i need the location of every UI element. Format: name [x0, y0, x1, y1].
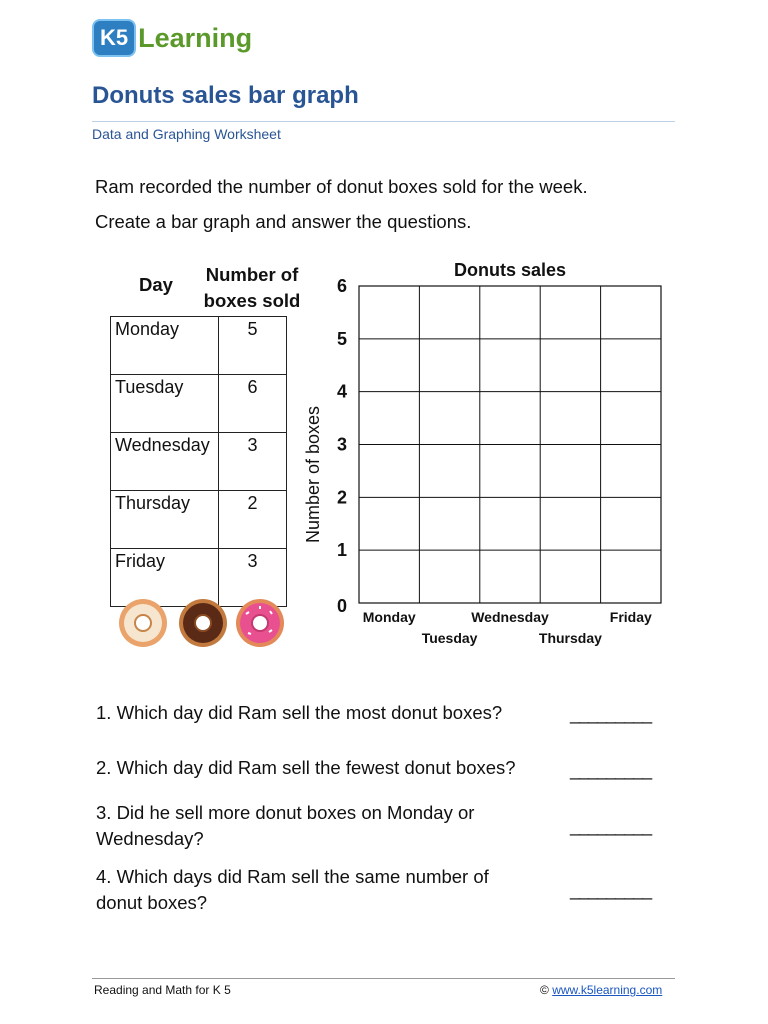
chart-x-tick-label: Friday [609, 609, 652, 625]
intro-line-1: Ram recorded the number of donut boxes sold for the week. [95, 176, 588, 197]
table-cell-value: 3 [219, 433, 287, 491]
answer-blank-3[interactable]: _________ [570, 816, 652, 836]
table-header-day: Day [139, 274, 173, 295]
donut-plain-icon [119, 599, 167, 647]
table-header-number-line2: boxes sold [203, 290, 301, 311]
table-header-number [194, 262, 310, 314]
table-cell-day: Wednesday [111, 433, 219, 491]
intro-line-2: Create a bar graph and answer the questions. [95, 211, 472, 232]
chart-y-tick-label: 6 [336, 276, 348, 296]
table-cell-value: 6 [219, 375, 287, 433]
footer-link[interactable]: www.k5learning.com [552, 983, 663, 997]
table-cell-day: Friday [111, 549, 219, 607]
table-cell-value: 3 [219, 549, 287, 607]
chart-x-tick-label: Tuesday [421, 630, 478, 646]
answer-blank-2[interactable]: _________ [570, 760, 652, 780]
table-row [111, 433, 287, 491]
chart-x-tick-label: Wednesday [471, 609, 549, 625]
chart-x-tick-label: Thursday [538, 630, 602, 646]
question-1-text: 1. Which day did Ram sell the most donut boxes? [96, 702, 503, 723]
chart-x-tick-label: Monday [362, 609, 416, 625]
logo-learning-text: Learning [138, 22, 253, 53]
question-1 [96, 700, 502, 726]
chart-y-tick-label: 1 [336, 540, 348, 561]
table-header-number-line1: Number of [205, 264, 299, 285]
chart-y-tick-label: 4 [336, 381, 348, 402]
question-4-text-line1: 4. Which days did Ram sell the same number of [96, 866, 489, 887]
sales-table [110, 316, 287, 607]
question-3 [96, 800, 474, 852]
chart-y-axis-label: Number of boxes [303, 405, 323, 544]
table-cell-value: 5 [219, 317, 287, 375]
question-3-text-line1: 3. Did he sell more donut boxes on Monday or [96, 802, 475, 823]
footer-text: Reading and Math for K 5 [94, 983, 231, 997]
table-cell-day: Thursday [111, 491, 219, 549]
table-cell-day: Tuesday [111, 375, 219, 433]
bar-graph [296, 252, 696, 662]
question-4 [96, 864, 489, 916]
table-cell-day: Monday [111, 317, 219, 375]
copyright-symbol: © [540, 983, 549, 997]
table-cell-value: 2 [219, 491, 287, 549]
donut-chocolate-icon [179, 599, 227, 647]
chart-y-tick-label: 2 [336, 487, 348, 508]
footer-divider [92, 978, 675, 979]
logo-k5-badge: K5 [92, 19, 136, 57]
chart-y-tick-label: 0 [336, 596, 348, 616]
page-subtitle: Data and Graphing Worksheet [92, 126, 281, 142]
answer-blank-4[interactable]: _________ [570, 880, 652, 900]
footer-copyright [540, 983, 662, 997]
donuts-illustration [114, 594, 290, 652]
chart-y-tick-label: 5 [336, 328, 348, 349]
chart-y-tick-label: 3 [336, 434, 348, 455]
question-2-text: 2. Which day did Ram sell the fewest donut boxes? [96, 757, 516, 778]
question-4-text-line2: donut boxes? [96, 892, 208, 913]
table-row [111, 491, 287, 549]
question-3-text-line2: Wednesday? [96, 828, 204, 849]
table-row [111, 375, 287, 433]
title-divider [92, 121, 675, 122]
table-row [111, 317, 287, 375]
answer-blank-1[interactable]: _________ [570, 704, 652, 724]
k5-learning-logo [92, 18, 252, 58]
donut-pink-icon [236, 599, 284, 647]
chart-title: Donuts sales [453, 260, 567, 280]
page-title: Donuts sales bar graph [92, 82, 359, 109]
question-2 [96, 755, 516, 781]
